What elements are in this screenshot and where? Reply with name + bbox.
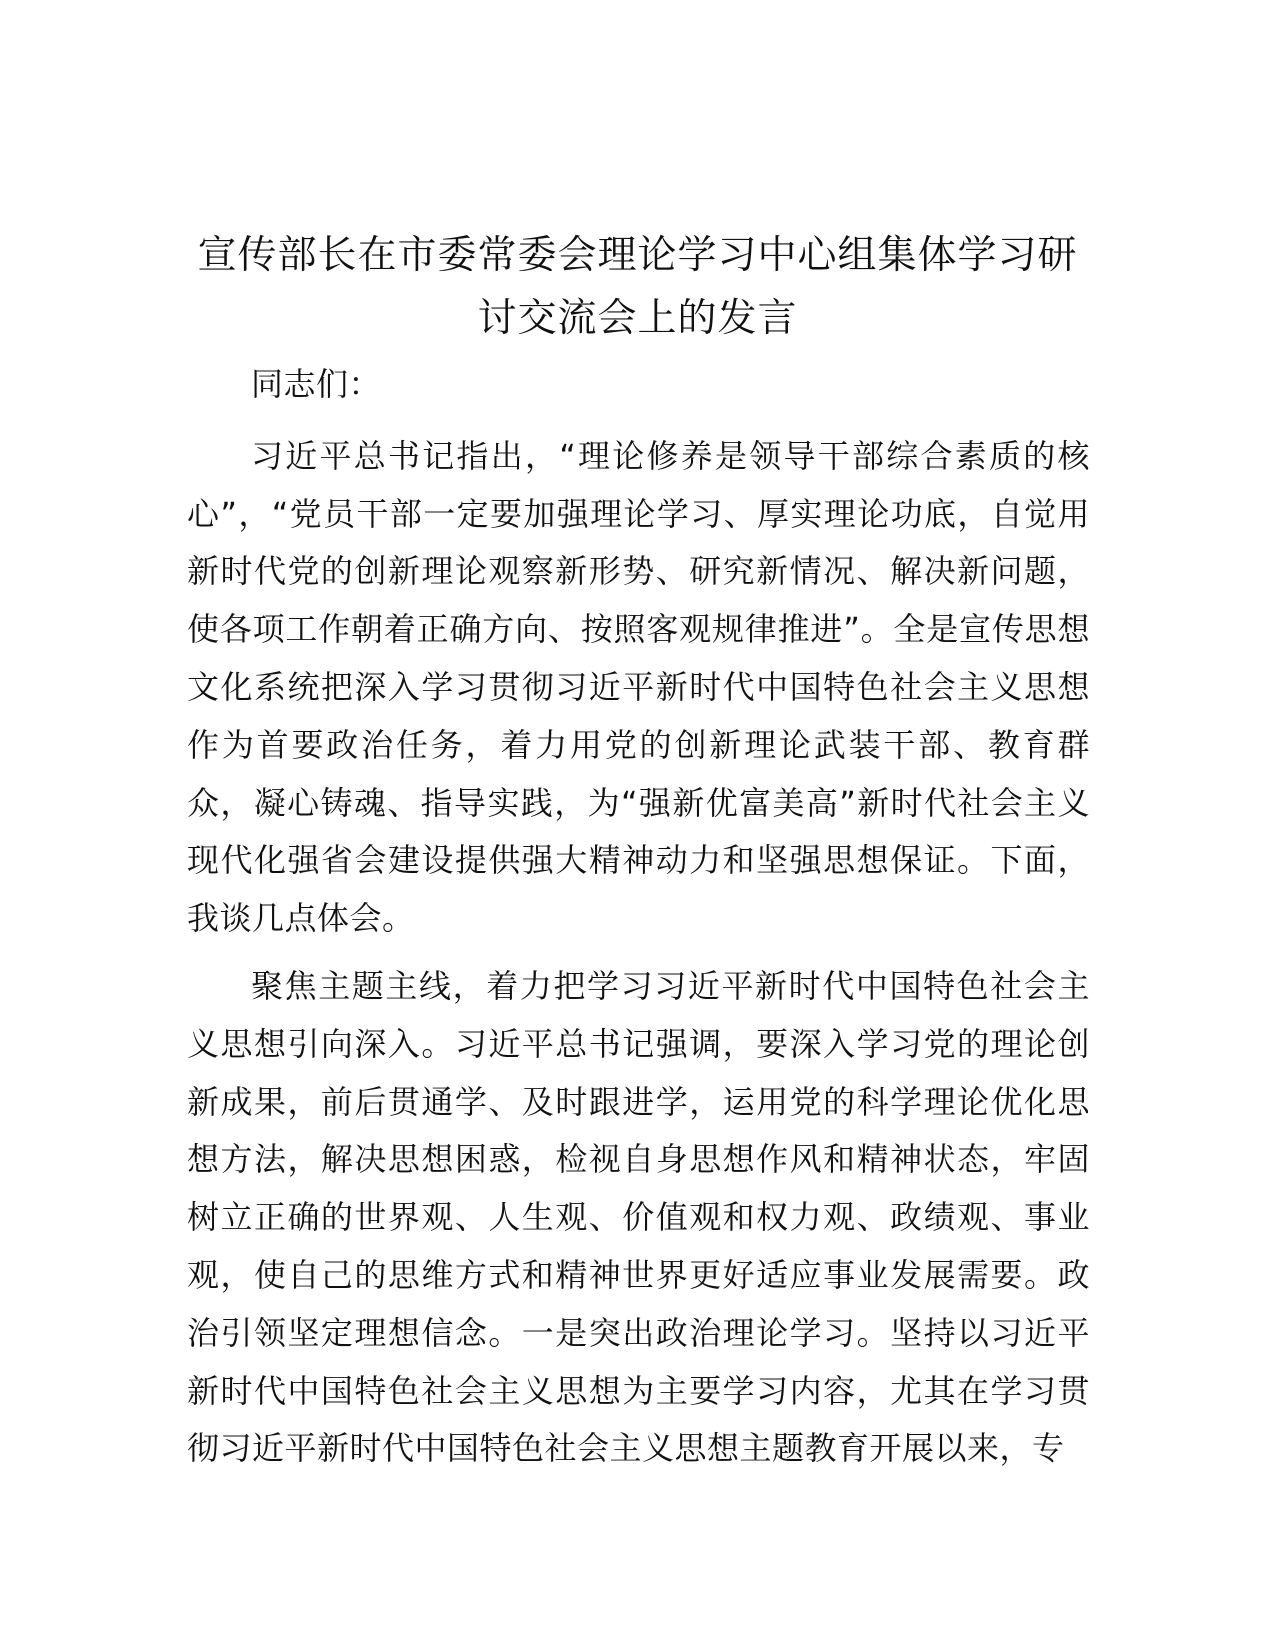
paragraph-2: 聚焦主题主线，着力把学习习近平新时代中国特色社会主义思想引向深入。习近平总书记强调，要深入学习党的理论创新成果，前后贯通学、及时跟进学，运用党的科学理论优化思想方法，解决思想困惑，检视自身思想作风和精神状态，牢固树立正确的世界观、人生观、价值观和权力观、政绩观、事业观，使自己的思维方式和精神世界更好适应事业发展需要。政治引领坚定理想信念。一是突出政治理论学习。坚持以习近平新时代中国特色社会主义思想为主要学习内容，尤其在学习贯彻习近平新时代中国特色社会主义思想主题教育开展以来，专 (187, 966, 1090, 1468)
paragraph-1: 习近平总书记指出，“理论修养是领导干部综合素质的核心”，“党员干部一定要加强理论学习、厚实理论功底，自觉用新时代党的创新理论观察新形势、研究新情况、解决新问题，使各项工作朝着正确方向、按照客观规律推进”。全是宣传思想文化系统把深入学习贯彻习近平新时代中国特色社会主义思想作为首要政治任务，着力用党的创新理论武装干部、教育群众，凝心铸魂、指导实践，为“强新优富美高”新时代社会主义现代化强省会建设提供强大精神动力和坚强思想保证。下面，我谈几点体会。 (187, 436, 1090, 938)
document-body (187, 356, 1090, 1488)
document-title: 宣传部长在市委常委会理论学习中心组集体学习研讨交流会上的发言 (197, 233, 1078, 341)
greeting: 同志们： (251, 365, 382, 403)
